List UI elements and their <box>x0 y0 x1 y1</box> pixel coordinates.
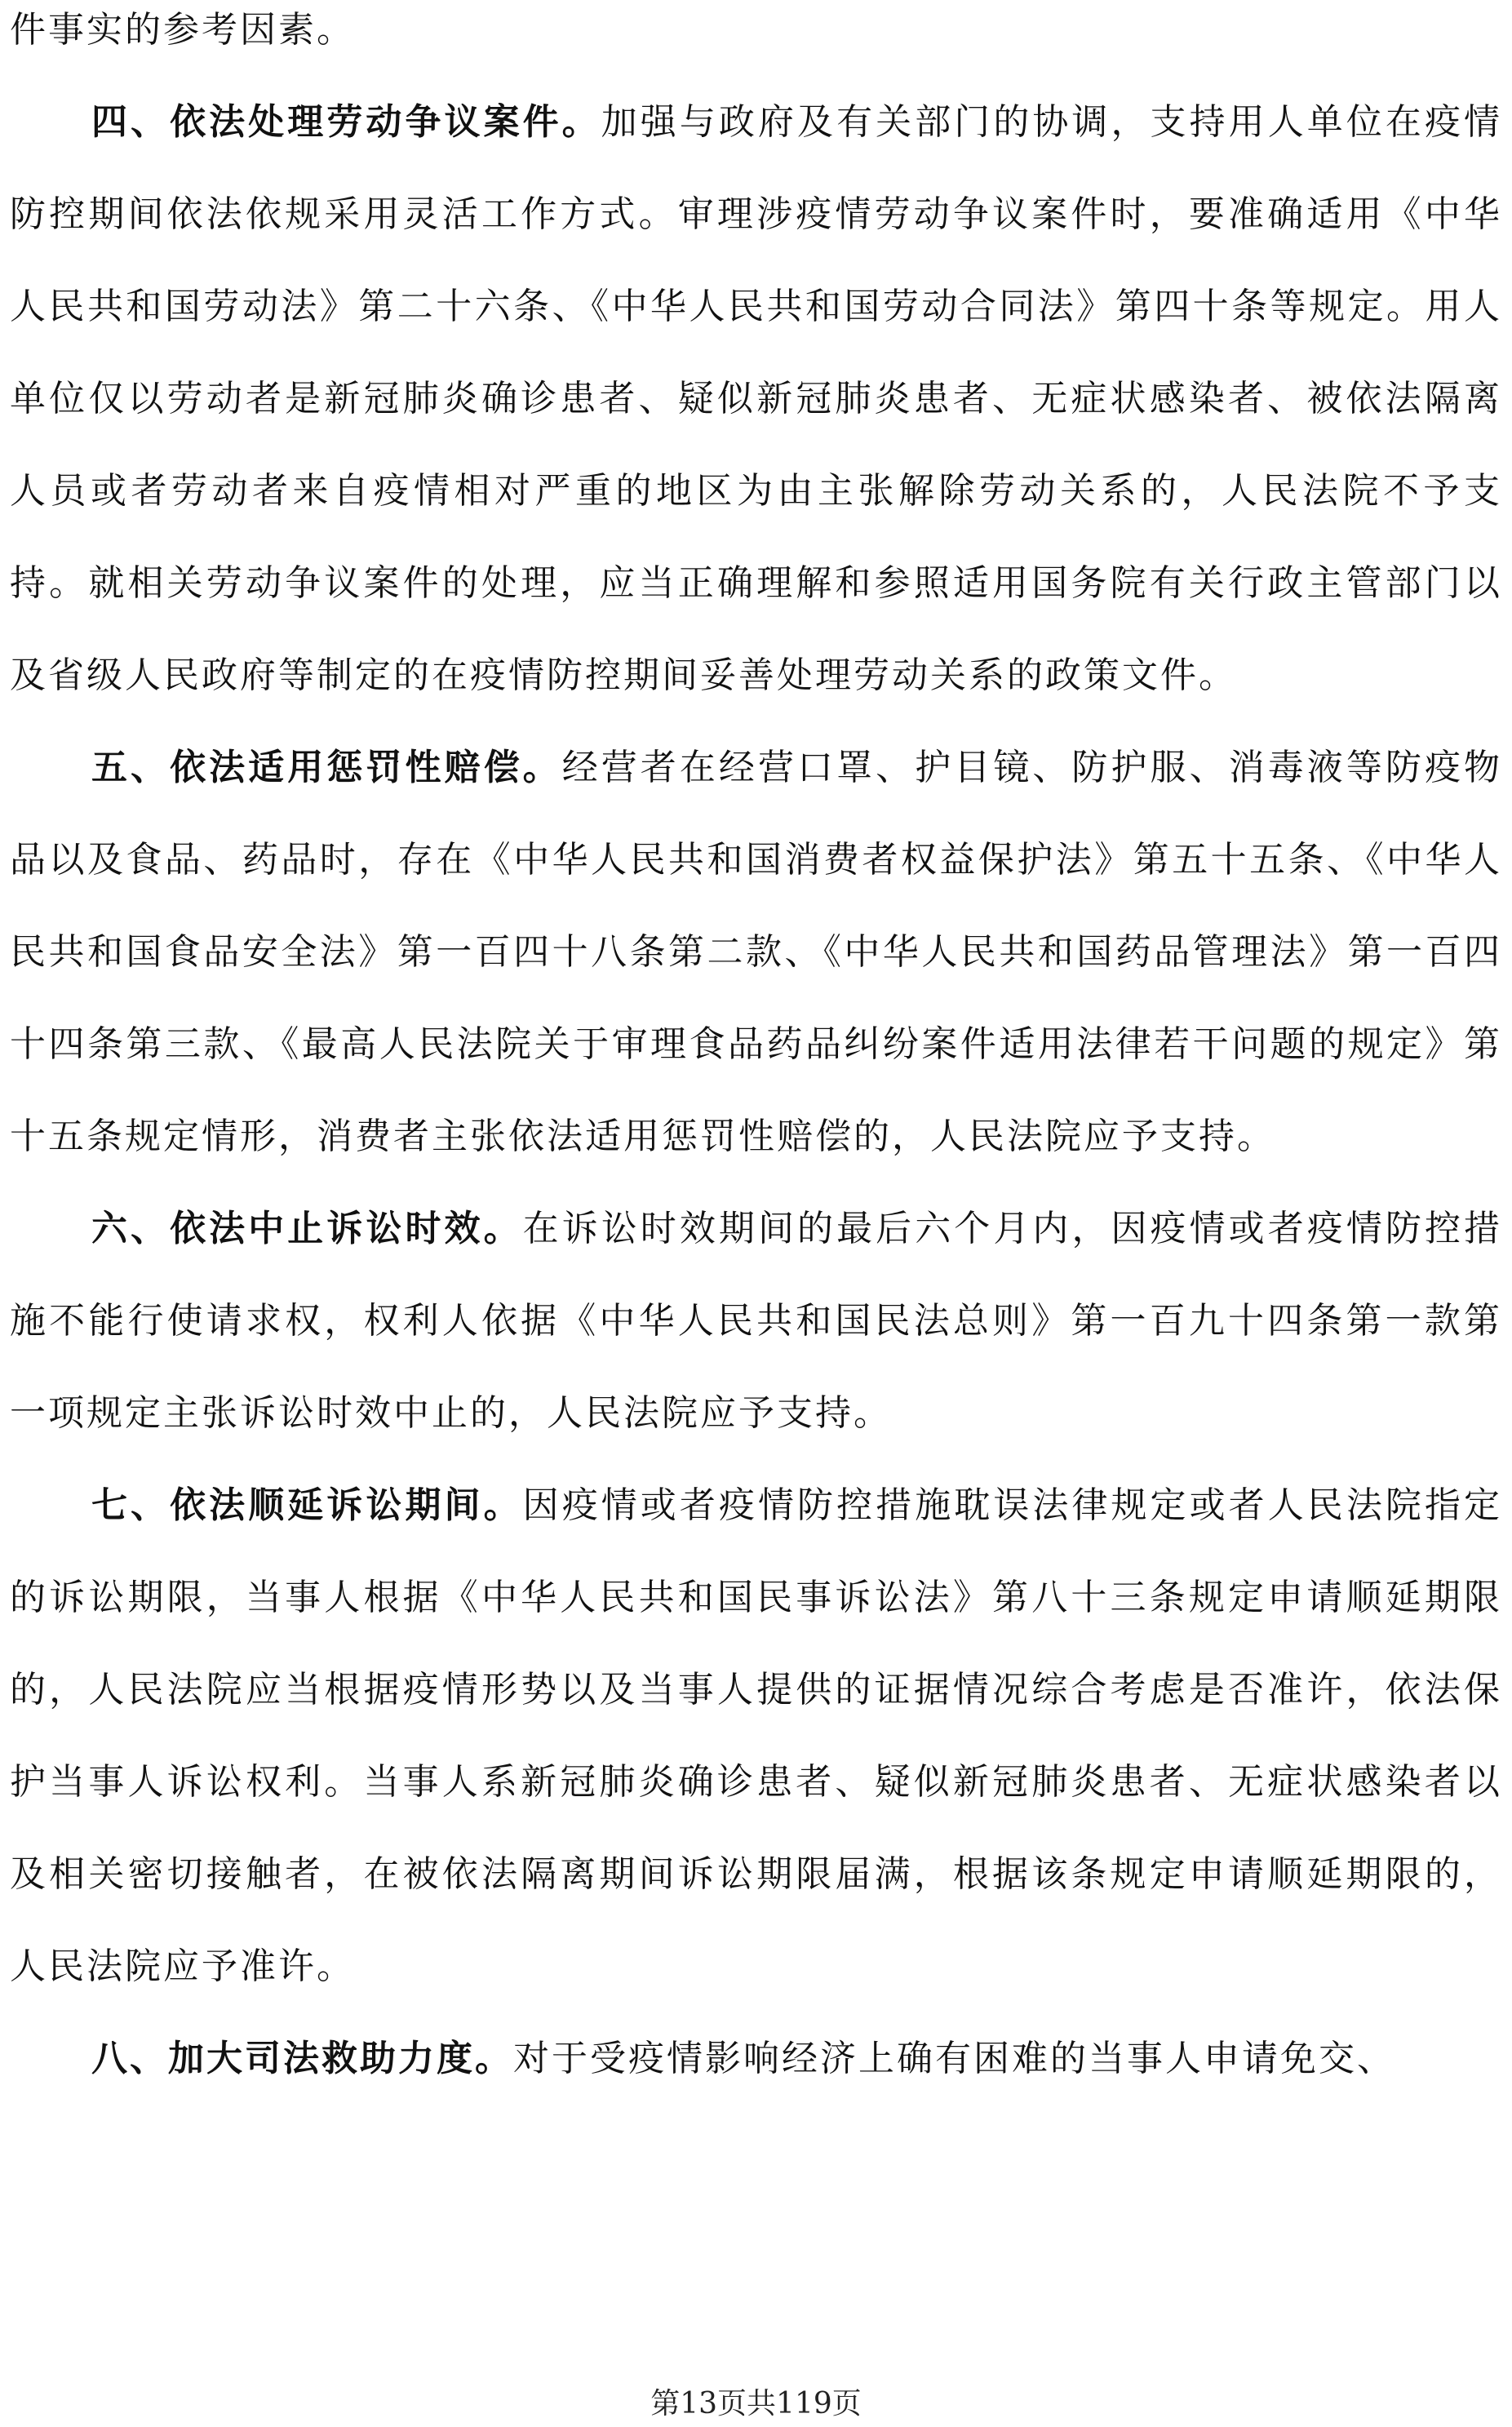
paragraph-judicial-assistance <box>10 2012 1502 2105</box>
paragraph-heading: 六、依法中止诉讼时效。 <box>91 1208 523 1249</box>
paragraph-period-extension <box>10 1459 1502 2012</box>
paragraph-continuation <box>10 0 1502 76</box>
paragraph-heading: 五、依法适用惩罚性赔偿。 <box>91 747 562 788</box>
paragraph-text: 对于受疫情影响经济上确有困难的当事人申请免交、 <box>513 2038 1395 2079</box>
document-body <box>10 0 1502 2105</box>
paragraph-heading: 七、依法顺延诉讼期间。 <box>91 1484 523 1526</box>
paragraph-punitive-damages <box>10 721 1502 1182</box>
paragraph-heading: 八、加大司法救助力度。 <box>91 2038 513 2079</box>
paragraph-text: 加强与政府及有关部门的协调，支持用人单位在疫情防控期间依法依规采用灵活工作方式。审理涉疫情劳动争议案件时，要准确适用《中华人民共和国劳动法》第二十六条、《中华人民共和国劳动合同法》第四十条等规定。用人单位仅以劳动者是新冠肺炎确诊患者、疑似新冠肺炎患者、无症状感染者、被依法隔离人员或者劳动者来自疫情相对严重的地区为由主张解除劳动关系的，人民法院不予支持。就相关劳动争议案件的处理，应当正确理解和参照适用国务院有关行政主管部门以及省级人民政府等制定的在疫情防控期间妥善处理劳动关系的政策文件。 <box>10 101 1503 696</box>
page-number: 第13页共119页 <box>650 2387 862 2420</box>
paragraph-text: 件事实的参考因素。 <box>10 9 355 51</box>
paragraph-heading: 四、依法处理劳动争议案件。 <box>91 101 601 143</box>
paragraph-text: 经营者在经营口罩、护目镜、防护服、消毒液等防疫物品以及食品、药品时，存在《中华人民共和国消费者权益保护法》第五十五条、《中华人民共和国食品安全法》第一百四十八条第二款、《中华人民共和国药品管理法》第一百四十四条第三款、《最高人民法院关于审理食品药品纠纷案件适用法律若干问题的规定》第十五条规定情形，消费者主张依法适用惩罚性赔偿的，人民法院应予支持。 <box>10 747 1502 1157</box>
paragraph-text: 因疫情或者疫情防控措施耽误法律规定或者人民法院指定的诉讼期限，当事人根据《中华人民共和国民事诉讼法》第八十三条规定申请顺延期限的，人民法院应当根据疫情形势以及当事人提供的证据情况综合考虑是否准许，依法保护当事人诉讼权利。当事人系新冠肺炎确诊患者、疑似新冠肺炎患者、无症状感染者以及相关密切接触者，在被依法隔离期间诉讼期限届满，根据该条规定申请顺延期限的，人民法院应予准许。 <box>10 1484 1503 1987</box>
paragraph-labor-disputes <box>10 76 1502 721</box>
paragraph-limitation-suspension <box>10 1182 1502 1459</box>
paragraph-text: 在诉讼时效期间的最后六个月内，因疫情或者疫情防控措施不能行使请求权，权利人依据《中华人民共和国民法总则》第一百九十四条第一款第一项规定主张诉讼时效中止的，人民法院应予支持。 <box>10 1208 1503 1434</box>
